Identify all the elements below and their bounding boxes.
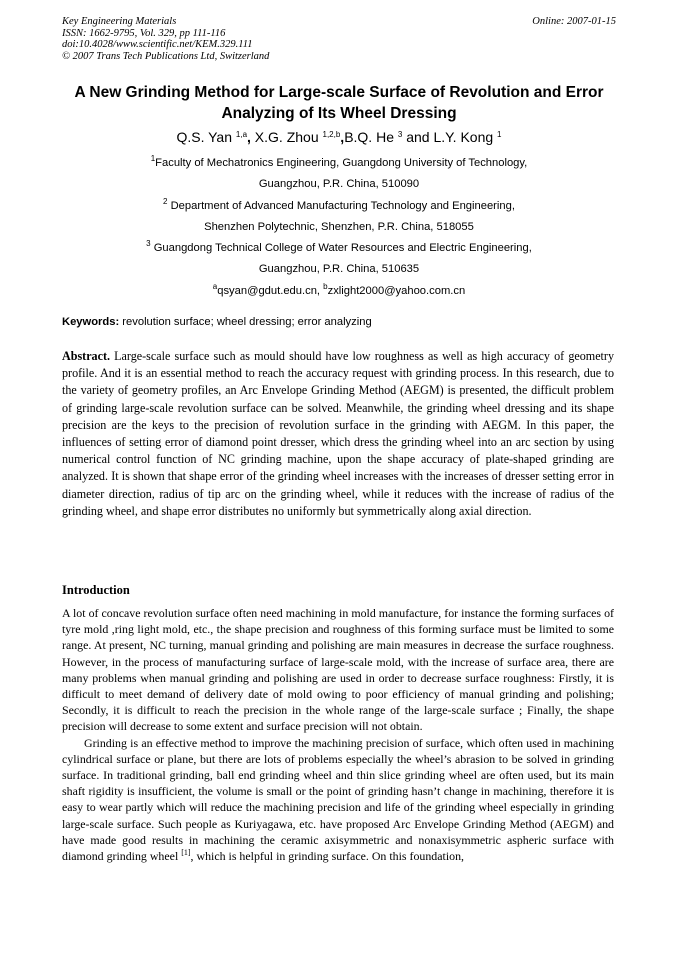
introduction-body bbox=[62, 605, 614, 864]
affiliation-line: $^3$ Guangdong Technical College of Water Resources and Electric Engineering, bbox=[146, 239, 532, 255]
journal-header bbox=[62, 16, 269, 62]
citation-ref[interactable]: [1] bbox=[181, 848, 191, 858]
author-name: Q.S. Yan bbox=[176, 129, 236, 145]
doi-line: doi:10.4028/www.scientific.net/KEM.329.111 bbox=[62, 39, 253, 50]
author-name: X.G. Zhou bbox=[250, 129, 323, 145]
title-line-2: Analyzing of Its Wheel Dressing bbox=[221, 105, 457, 122]
title-line-1: A New Grinding Method for Large-scale Surface of Revolution and Error bbox=[74, 84, 604, 101]
affiliation-line: Shenzhen Polytechnic, Shenzhen, P.R. China, 518055 bbox=[204, 220, 474, 233]
email-address: zxlight2000@yahoo.com.cn bbox=[327, 284, 466, 297]
affiliation-line: Guangzhou, P.R. China, 510635 bbox=[258, 263, 420, 276]
paragraph: Grinding is an effective method to improve the machining precision of surface, which often used in machining cylindrical surface or plane, but there are lots of problems especially the wheel’s abrasion to be solved in grinding surface. In traditional grinding, ball end grinding wheel and thin slice grinding wheel are often used, but its main shaft rigidity is insufficient, the volume is small or the point of grinding hasn’t change in machining, therefore it is easy to wear partly which will reduce the machining precision and life of the grinding wheel especially in grinding large-scale surface. Such people as Kuriyagawa, etc. have proposed Arc Envelope Grinding Method (AEGM) and have made good results in machining the ceramic axisymmetric and nonaxisymmetric aspheric surface with diamond grinding wheel [1], which is helpful in grinding surface. On this foundation, bbox=[62, 735, 614, 864]
abstract-text: Large-scale surface such as mould should have low roughness as well as high accuracy of geometry profile. And it is an essential method to reach the accuracy request with grinding process. In this research, due to the variety of geometry profiles, an Arc Envelope Grinding Method (AEGM) is presented, the difficult problem of grinding large-scale revolution surface can be solved. Meanwhile, the grinding wheel dressing and its shape precision are the keys to the precision of revolution surface in the grinding with AEGM. In this paper, the influences of setting error of diamond point dresser, which dress the grinding wheel into an arc section by using numerical control function of NC grinding machine, upon the shape accuracy of plate-shaped grinding are analyzed. It is shown that shape error of the grinding wheel increases with the increases of dresser setting error in diameter direction, radius of tip arc on the grinding wheel, while it reduces with the increase of radius of the grinding wheel, and shape error distributes no uniformly but symmetrically along axial direction. bbox=[62, 349, 614, 518]
keywords-label: Keywords: bbox=[62, 316, 120, 328]
copyright-line: © 2007 Trans Tech Publications Ltd, Switzerland bbox=[62, 50, 270, 62]
section-heading-introduction: Introduction bbox=[62, 583, 130, 597]
affiliation-line: $^1$Faculty of Mechatronics Engineering, Guangdong University of Technology, bbox=[150, 154, 528, 169]
email-address: qsyan@gdut.edu.cn, bbox=[217, 284, 324, 297]
affiliation-line: Guangzhou, P.R. China, 510090 bbox=[258, 178, 420, 191]
keywords-text: revolution surface; wheel dressing; error analyzing bbox=[119, 316, 372, 328]
keywords bbox=[62, 316, 372, 328]
online-date: Online: 2007-01-15 bbox=[532, 16, 616, 27]
author-list: Q.S. Yan $^{1,a}$, X.G. Zhou $^{1,2,b}$,B.Q. He $^3$ and L.Y. Kong $^1$ bbox=[176, 129, 502, 145]
journal-name: Key Engineering Materials bbox=[62, 16, 177, 27]
affiliation-line: $^2$ Department of Advanced Manufacturing Technology and Engineering, bbox=[163, 196, 515, 212]
author-affiliation-mark: 1,a bbox=[235, 130, 248, 139]
email-line: $^a$qsyan@gdut.edu.cn, $^b$zxlight2000@yahoo.com.cn bbox=[212, 281, 466, 297]
paragraph: A lot of concave revolution surface often need machining in mold manufacture, for instance the forming surfaces of tyre mold ,ring light mold, etc., the shape precision and roughness of this forming surface must be limited to some range. At present, NC turning, manual grinding and polishing are main measures in decrease the surface roughness. However, in the process of manufacturing surface of large-scale mold, with the increase of surface area, there are many problems when manual grinding and polishing are used in order to decrease surface roughness: Firstly, it is difficult to meet demand of delivery date of mold owing to poor efficiency of manual grinding and polishing; Secondly, it is difficult to reach the precision in the whole range of the large-scale surface ; Finally, the shape precision will decrease to some extent and surface precision will not obtain. bbox=[62, 606, 614, 734]
author-name: B.Q. He bbox=[344, 129, 398, 145]
issn-line: ISSN: 1662-9795, Vol. 329, pp 111-116 bbox=[62, 27, 226, 39]
abstract bbox=[62, 348, 614, 520]
abstract-label: Abstract. bbox=[62, 349, 111, 363]
author-affiliation-mark: 3 bbox=[397, 130, 403, 139]
author-affiliation-mark: 1,2,b bbox=[322, 130, 341, 139]
author-affiliation-mark: 1 bbox=[497, 130, 502, 139]
author-name: and L.Y. Kong bbox=[402, 129, 498, 145]
affiliations bbox=[40, 153, 638, 302]
paper-title bbox=[50, 82, 628, 124]
